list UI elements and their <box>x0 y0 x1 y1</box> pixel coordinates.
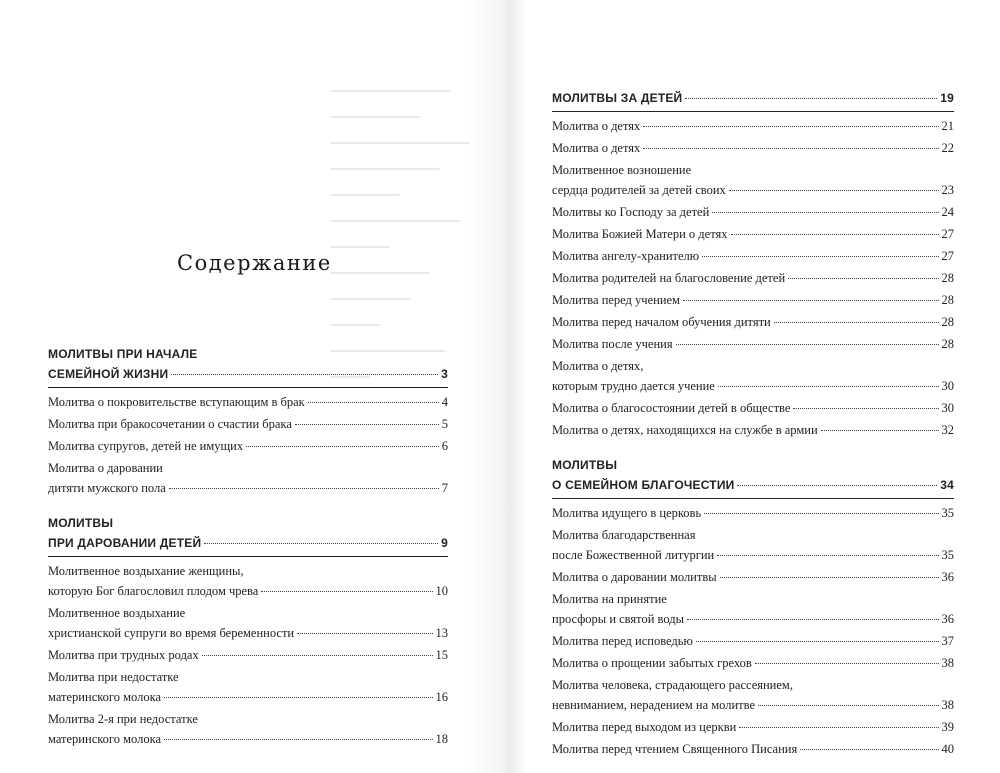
page-number: 36 <box>941 570 954 584</box>
toc-section <box>48 344 448 384</box>
toc-entry-title: ПРИ ДАРОВАНИИ ДЕТЕЙ <box>48 536 202 550</box>
page-number: 5 <box>441 417 448 431</box>
toc-entry <box>552 420 954 440</box>
dot-leader <box>683 299 939 301</box>
page-number: 4 <box>441 395 448 409</box>
toc-entry-title: Молитва при бракосочетании о счастии брака <box>48 417 292 431</box>
page-number: 27 <box>941 249 954 263</box>
toc-entry <box>552 503 954 523</box>
page-number: 6 <box>441 439 448 453</box>
toc-entry-row <box>48 533 448 553</box>
toc-entry-title: материнского молока <box>48 690 162 704</box>
dot-leader <box>687 618 938 620</box>
toc-entry <box>48 709 448 749</box>
page-number: 19 <box>940 91 954 105</box>
toc-section <box>552 455 954 495</box>
toc-entry-row <box>552 180 954 200</box>
dot-leader <box>676 343 939 345</box>
toc-entry-line1: Молитва о даровании <box>48 461 163 475</box>
toc-entry <box>552 653 954 673</box>
page-number: 22 <box>941 141 954 155</box>
page-number: 10 <box>435 584 448 598</box>
toc-entry-title: Молитва перед учением <box>552 293 680 307</box>
toc-entry <box>552 202 954 222</box>
page-number: 32 <box>941 423 954 437</box>
page-number: 30 <box>941 379 954 393</box>
dot-leader <box>737 484 937 486</box>
toc-entry <box>552 398 954 418</box>
toc-entry-title: Молитва о даровании молитвы <box>552 570 717 584</box>
dot-leader <box>308 401 439 403</box>
dot-leader <box>169 487 439 489</box>
page-number: 18 <box>435 732 448 746</box>
toc-entry-row <box>552 334 954 354</box>
dot-leader <box>718 385 939 387</box>
toc-entry-line1: МОЛИТВЫ ПРИ НАЧАЛЕ <box>48 347 198 361</box>
toc-entry-row <box>48 687 448 707</box>
toc-entry-title: Молитва после учения <box>552 337 673 351</box>
toc-entry <box>552 116 954 136</box>
toc-entry-title: Молитва о детях, находящихся на службе в армии <box>552 423 818 437</box>
toc-entry <box>552 224 954 244</box>
toc-entry <box>48 645 448 665</box>
page-number: 36 <box>941 612 954 626</box>
toc-entry-title: которую Бог благословил плодом чрева <box>48 584 259 598</box>
toc-entry <box>552 739 954 759</box>
toc-entry-title: О СЕМЕЙНОМ БЛАГОЧЕСТИИ <box>552 478 735 492</box>
toc-entry-row <box>552 420 954 440</box>
toc-entry-title: Молитва ангелу-хранителю <box>552 249 700 263</box>
toc-entry-line1: Молитва на принятие <box>552 592 667 606</box>
toc-entry-row <box>552 717 954 737</box>
dot-leader <box>704 512 938 514</box>
dot-leader <box>297 632 432 634</box>
page-number: 28 <box>941 293 954 307</box>
toc-entry-title: Молитва родителей на благословение детей <box>552 271 786 285</box>
toc-entry <box>552 525 954 565</box>
toc-entry-row <box>552 246 954 266</box>
toc-entry <box>48 667 448 707</box>
toc-entry <box>552 290 954 310</box>
toc-entry-row <box>48 478 448 498</box>
toc-entry-row <box>552 503 954 523</box>
toc-entry <box>552 138 954 158</box>
page-title: Содержание <box>177 251 332 275</box>
toc-entry-title: Молитва о прощении забытых грехов <box>552 656 752 670</box>
toc-entry-title: христианской супруги во время беременности <box>48 626 295 640</box>
toc-entry-title: Молитва идущего в церковь <box>552 506 702 520</box>
toc-entry-row <box>48 581 448 601</box>
section-rule <box>552 498 954 499</box>
toc-entry-title: Молитва о покровительстве вступающим в брак <box>48 395 305 409</box>
toc-section <box>552 88 954 108</box>
dot-leader <box>202 654 433 656</box>
toc-entry-title: МОЛИТВЫ ЗА ДЕТЕЙ <box>552 91 683 105</box>
toc-entry-title: Молитва о детях <box>552 141 641 155</box>
toc-entry-title: Молитва перед исповедью <box>552 634 693 648</box>
toc-entry <box>48 561 448 601</box>
toc-entry-title: дитяти мужского пола <box>48 481 166 495</box>
toc-entry-title: сердца родителей за детей своих <box>552 183 726 197</box>
toc-entry-row <box>552 631 954 651</box>
toc-entry <box>552 717 954 737</box>
page-number: 37 <box>941 634 954 648</box>
dot-leader <box>246 445 439 447</box>
dot-leader <box>164 696 432 698</box>
toc-entry-title: Молитва о благосостоянии детей в обществе <box>552 401 791 415</box>
dot-leader <box>731 233 939 235</box>
toc-section <box>48 513 448 553</box>
toc-entry-title: СЕМЕЙНОЙ ЖИЗНИ <box>48 367 169 381</box>
dot-leader <box>171 373 438 375</box>
toc-entry <box>552 246 954 266</box>
dot-leader <box>720 576 939 578</box>
toc-entry-row <box>552 739 954 759</box>
toc-entry <box>552 334 954 354</box>
page-number: 9 <box>441 536 448 550</box>
dot-leader <box>821 429 939 431</box>
toc-entry-row <box>552 138 954 158</box>
dot-leader <box>712 211 938 213</box>
page-number: 39 <box>941 720 954 734</box>
toc-entry-line1: Молитвенное воздыхание <box>48 606 186 620</box>
toc-entry-row <box>552 202 954 222</box>
toc-entry-row <box>552 224 954 244</box>
dot-leader <box>643 125 938 127</box>
page-number: 24 <box>941 205 954 219</box>
toc-entry-line1: Молитвенное возношение <box>552 163 692 177</box>
toc-entry-title: Молитва перед выходом из церкви <box>552 720 737 734</box>
page-number: 15 <box>435 648 448 662</box>
toc-entry-line1: Молитва 2-я при недостатке <box>48 712 198 726</box>
toc-entry-title: материнского молока <box>48 732 162 746</box>
page-number: 3 <box>441 367 448 381</box>
toc-entry <box>552 675 954 715</box>
toc-entry <box>552 160 954 200</box>
dot-leader <box>788 277 938 279</box>
toc-entry-title: Молитвы ко Господу за детей <box>552 205 710 219</box>
dot-leader <box>793 407 938 409</box>
dot-leader <box>774 321 939 323</box>
toc-entry-title: Молитва перед чтением Священного Писания <box>552 742 798 756</box>
dot-leader <box>696 640 939 642</box>
page-number: 38 <box>941 656 954 670</box>
section-rule <box>552 111 954 112</box>
toc-entry-row <box>48 364 448 384</box>
toc-entry-row <box>552 268 954 288</box>
toc-entry-row <box>552 475 954 495</box>
toc-entry-row <box>48 645 448 665</box>
toc-entry <box>552 567 954 587</box>
toc-entry <box>48 392 448 412</box>
toc-entry-title: Молитва перед началом обучения дитяти <box>552 315 771 329</box>
toc-entry <box>48 414 448 434</box>
toc-entry <box>552 356 954 396</box>
toc-entry-line1: Молитва благодарственная <box>552 528 696 542</box>
page-number: 13 <box>435 626 448 640</box>
toc-entry <box>552 589 954 629</box>
toc-entry-title: Молитва супругов, детей не имущих <box>48 439 244 453</box>
dot-leader <box>261 590 432 592</box>
toc-entry <box>48 436 448 456</box>
toc-entry-line1: Молитва человека, страдающего рассеянием, <box>552 678 793 692</box>
toc-entry-row <box>48 623 448 643</box>
toc-entry-title: Молитва при трудных родах <box>48 648 199 662</box>
section-rule <box>48 556 448 557</box>
page-number: 16 <box>435 690 448 704</box>
dot-leader <box>643 147 938 149</box>
page-number: 28 <box>941 315 954 329</box>
page-number: 23 <box>941 183 954 197</box>
toc-entry-line1: МОЛИТВЫ <box>48 516 114 530</box>
toc-entry-row <box>48 392 448 412</box>
dot-leader <box>164 738 432 740</box>
toc-entry <box>552 268 954 288</box>
dot-leader <box>739 726 938 728</box>
toc-entry-title: которым трудно дается учение <box>552 379 715 393</box>
toc-entry-line1: Молитва о детях, <box>552 359 644 373</box>
page-number: 40 <box>941 742 954 756</box>
toc-entry-row <box>48 436 448 456</box>
page-number: 34 <box>940 478 954 492</box>
section-rule <box>48 387 448 388</box>
page-number: 7 <box>441 481 448 495</box>
dot-leader <box>755 662 939 664</box>
page-number: 28 <box>941 271 954 285</box>
toc-entry-row <box>552 398 954 418</box>
toc-entry-title: просфоры и святой воды <box>552 612 685 626</box>
toc-entry-row <box>552 609 954 629</box>
toc-entry-row <box>552 695 954 715</box>
toc-entry-line1: МОЛИТВЫ <box>552 458 618 472</box>
toc-entry-row <box>552 376 954 396</box>
toc-entry-row <box>552 545 954 565</box>
toc-entry <box>48 458 448 498</box>
toc-entry-title: Молитва о детях <box>552 119 641 133</box>
toc-entry-title: Молитва Божией Матери о детях <box>552 227 728 241</box>
toc-entry-row <box>552 312 954 332</box>
toc-entry <box>552 631 954 651</box>
toc-entry-title: невниманием, нерадением на молитве <box>552 698 756 712</box>
dot-leader <box>800 748 938 750</box>
toc-entry-title: после Божественной литургии <box>552 548 715 562</box>
toc-entry-row <box>552 653 954 673</box>
toc-entry-line1: Молитвенное воздыхание женщины, <box>48 564 244 578</box>
dot-leader <box>717 554 938 556</box>
dot-leader <box>685 97 937 99</box>
dot-leader <box>702 255 938 257</box>
page-number: 30 <box>941 401 954 415</box>
page-number: 27 <box>941 227 954 241</box>
dot-leader <box>204 542 438 544</box>
toc-entry <box>48 603 448 643</box>
dot-leader <box>295 423 439 425</box>
page-number: 28 <box>941 337 954 351</box>
toc-entry-line1: Молитва при недостатке <box>48 670 179 684</box>
toc-entry-row <box>552 567 954 587</box>
page-number: 35 <box>941 506 954 520</box>
dot-leader <box>729 189 939 191</box>
toc-entry-row <box>552 290 954 310</box>
dot-leader <box>758 704 938 706</box>
toc-entry-row <box>48 729 448 749</box>
toc-entry <box>552 312 954 332</box>
toc-entry-row <box>552 116 954 136</box>
page-number: 35 <box>941 548 954 562</box>
page-number: 38 <box>941 698 954 712</box>
toc-entry-row <box>552 88 954 108</box>
toc-entry-row <box>48 414 448 434</box>
page-number: 21 <box>941 119 954 133</box>
